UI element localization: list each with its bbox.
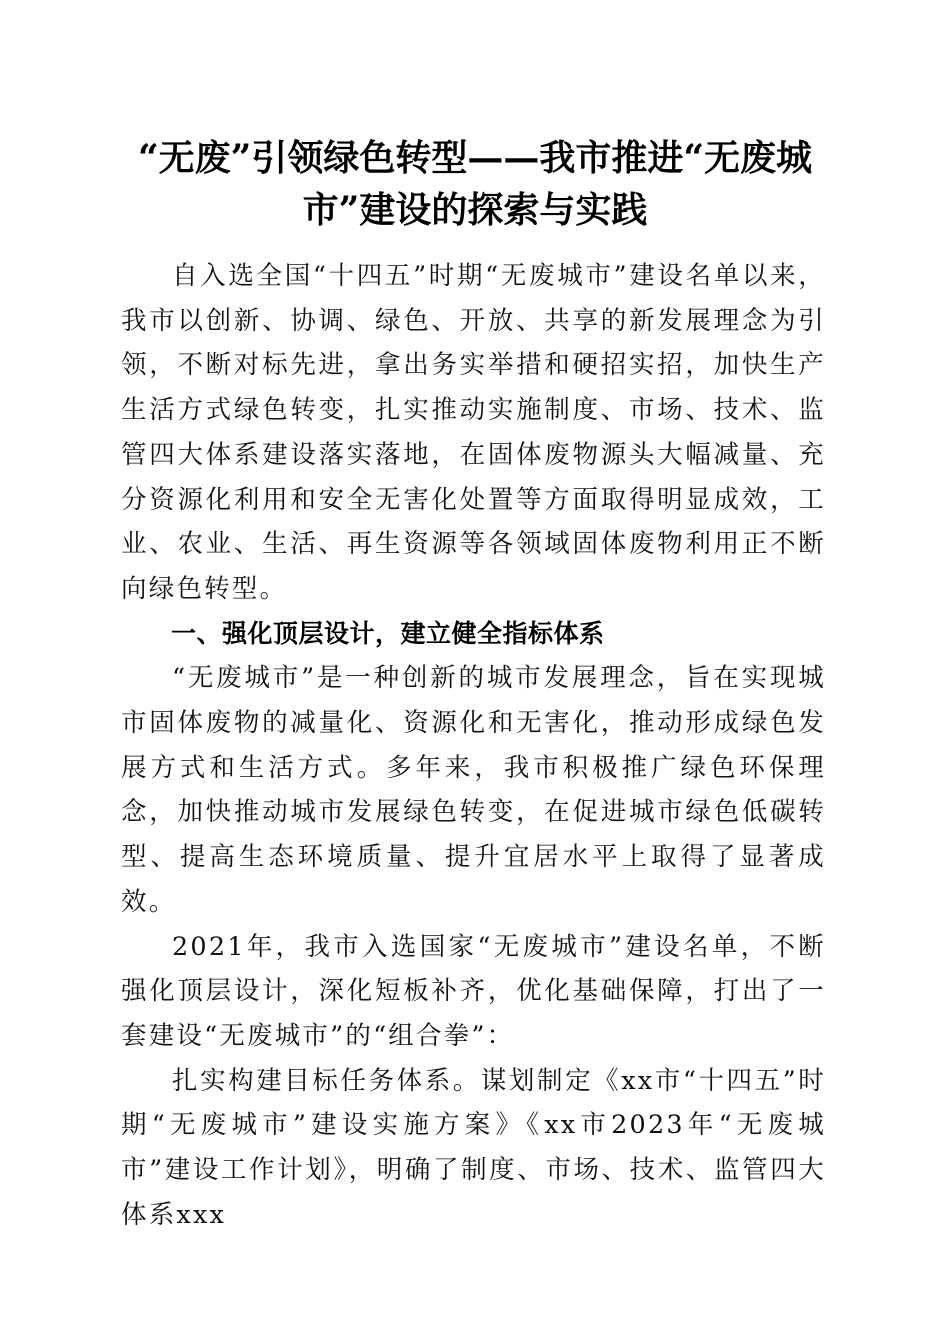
body-paragraph: 2021年，我市入选国家“无废城市”建设名单，不断强化顶层设计，深化短板补齐，优化基础保障，打出了一套建设“无废城市”的“组合拳”：	[121, 931, 826, 1051]
intro-paragraph: 自入选全国“十四五”时期“无废城市”建设名单以来，我市以创新、协调、绿色、开放、共享的新发展理念为引领，不断对标先进，拿出务实举措和硬招实招，加快生产生活方式绿色转变，扎实推动实施制度、市场、技术、监管四大体系建设落实落地，在固体废物源头大幅减量、充分资源化利用和安全无害化处置等方面取得明显成效，工业、农业、生活、再生资源等各领域固体废物利用正不断向绿色转型。	[121, 261, 826, 604]
section-heading-1: 一、强化顶层设计，建立健全指标体系	[171, 618, 605, 648]
body-paragraph: “无废城市”是一种创新的城市发展理念，旨在实现城市固体废物的减量化、资源化和无害化，推动形成绿色发展方式和生活方式。多年来，我市积极推广绿色环保理念，加快推动城市发展绿色转变，在促进城市绿色低碳转型、提高生态环境质量、提升宜居水平上取得了显著成效。	[121, 663, 826, 917]
body-paragraph: 扎实构建目标任务体系。谋划制定《xx市“十四五”时期“无废城市”建设实施方案》《xx市2023年“无废城市”建设工作计划》，明确了制度、市场、技术、监管四大体系xxx	[121, 1065, 826, 1230]
document-title: “无废”引领绿色转型——我市推进“无废城市”建设的探索与实践	[137, 137, 813, 231]
document-body	[121, 254, 826, 1237]
